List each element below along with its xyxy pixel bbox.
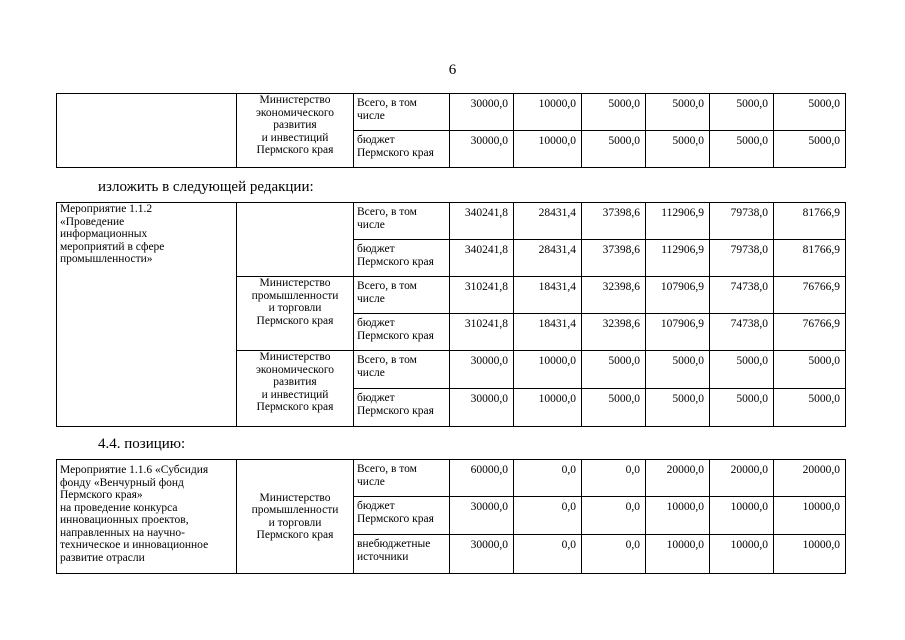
amount-cell: 0,0 [514,460,582,497]
amount-cell: 5000,0 [710,351,774,389]
amount-cell: 340241,8 [450,240,514,277]
amount-cell: 28431,4 [514,203,582,240]
amount-cell: 81766,9 [774,240,846,277]
ministry-line: и инвестиций [261,131,329,144]
amount-cell: 5000,0 [646,94,710,131]
amount-cell: 32398,6 [582,314,646,351]
ministry-line: развития [273,119,317,131]
funding-source-line: бюджет [357,317,395,329]
ministry-line: экономического [255,363,335,376]
funding-source-line: бюджет [357,243,395,255]
table-row [57,203,846,240]
amount-cell: 310241,8 [450,277,514,314]
funding-source-line: числе [357,366,385,379]
ministry-line: Министерство [259,94,331,106]
ministry-line: Пермского края [256,314,334,327]
funding-source-line: бюджет [357,392,395,404]
event-line: мероприятий в сфере [60,240,165,253]
amount-cell: 112906,9 [646,240,710,277]
funding-source-cell [354,497,450,535]
amount-cell: 76766,9 [774,277,846,314]
ministry-cell [237,94,354,168]
amount-cell: 5000,0 [710,94,774,131]
amount-cell: 5000,0 [774,351,846,389]
funding-source-line: внебюджетные [357,538,431,550]
amount-cell: 10000,0 [514,94,582,131]
ministry-line: Министерство [259,351,331,363]
event-cell [57,460,237,574]
ministry-line: Министерство [259,491,331,504]
funding-source-cell [354,535,450,574]
amount-cell: 10000,0 [514,351,582,389]
amount-cell: 20000,0 [646,460,710,497]
amount-cell: 10000,0 [774,535,846,574]
amount-cell: 37398,6 [582,203,646,240]
ministry-line: и торговли [268,516,322,529]
funding-source-cell [354,351,450,389]
event-line: развитие отрасли [60,551,145,564]
funding-source-line: числе [357,292,385,305]
amount-cell: 10000,0 [514,131,582,168]
funding-source-cell [354,240,450,277]
amount-cell: 18431,4 [514,314,582,351]
funding-source-line: Пермского края [357,255,434,268]
amount-cell: 310241,8 [450,314,514,351]
funding-source-line: бюджет [357,134,395,146]
ministry-cell [237,277,354,351]
event-line: инновационных проектов, [60,514,189,526]
amount-cell: 30000,0 [450,535,514,574]
funding-source-cell [354,314,450,351]
amount-cell: 5000,0 [774,94,846,131]
amount-cell: 5000,0 [582,389,646,427]
table-funding-2 [56,202,846,427]
amount-cell: 0,0 [582,535,646,574]
ministry-line: и торговли [268,302,322,314]
funding-source-line: Пермского края [357,146,434,159]
amount-cell: 20000,0 [774,460,846,497]
funding-source-line: Всего, в том [357,206,417,218]
event-cell [57,203,237,427]
amount-cell: 30000,0 [450,497,514,535]
amount-cell: 340241,8 [450,203,514,240]
amount-cell: 81766,9 [774,203,846,240]
ministry-line: Министерство [259,277,331,289]
amount-cell: 10000,0 [774,497,846,535]
amount-cell: 10000,0 [514,389,582,427]
table-funding-1 [56,93,846,168]
event-line: Мероприятие 1.1.6 «Субсидия [60,464,209,476]
table-row [57,460,846,497]
amount-cell: 18431,4 [514,277,582,314]
amount-cell: 0,0 [582,497,646,535]
amount-cell: 112906,9 [646,203,710,240]
amount-cell: 5000,0 [582,94,646,131]
amount-cell: 107906,9 [646,314,710,351]
amount-cell: 76766,9 [774,314,846,351]
amount-cell: 10000,0 [710,535,774,574]
event-line: промышленности» [60,253,153,265]
funding-source-line: Всего, в том [357,354,417,366]
ministry-line: промышленности [251,289,339,302]
funding-source-line: Пермского края [357,329,434,342]
table-funding-3 [56,459,846,574]
funding-source-line: бюджет [357,500,395,512]
ministry-cell [237,460,354,574]
amount-cell: 5000,0 [646,389,710,427]
page-number: 6 [448,62,457,78]
heading-position: 4.4. позицию: [98,436,186,452]
ministry-cell [237,351,354,427]
funding-source-cell [354,131,450,168]
table-row [57,94,846,131]
ministry-line: экономического [255,106,335,119]
amount-cell: 30000,0 [450,94,514,131]
amount-cell: 28431,4 [514,240,582,277]
amount-cell: 74738,0 [710,277,774,314]
funding-source-line: источники [357,550,409,563]
amount-cell: 20000,0 [710,460,774,497]
event-line: фонду «Венчурный фонд [60,476,184,489]
funding-source-cell [354,94,450,131]
funding-source-line: Всего, в том [357,97,417,109]
ministry-cell [237,203,354,277]
amount-cell: 0,0 [582,460,646,497]
ministry-line: и инвестиций [261,388,329,401]
event-line: «Проведение [60,215,125,228]
funding-source-cell [354,277,450,314]
amount-cell: 0,0 [514,535,582,574]
amount-cell: 5000,0 [774,389,846,427]
event-line: техническое и инновационное [60,539,209,551]
ministry-line: развития [273,376,317,388]
funding-source-line: Пермского края [357,512,434,525]
event-line: на проведение конкурса [60,501,178,514]
funding-source-cell [354,203,450,240]
ministry-line: Пермского края [256,144,334,156]
amount-cell: 5000,0 [582,131,646,168]
amount-cell: 5000,0 [582,351,646,389]
amount-cell: 32398,6 [582,277,646,314]
funding-source-line: Всего, в том [357,463,417,475]
amount-cell: 10000,0 [646,497,710,535]
amount-cell: 79738,0 [710,203,774,240]
amount-cell: 5000,0 [710,389,774,427]
amount-cell: 10000,0 [710,497,774,535]
amount-cell: 5000,0 [774,131,846,168]
event-cell [57,94,237,168]
amount-cell: 37398,6 [582,240,646,277]
event-line: Мероприятие 1.1.2 [60,203,153,215]
amount-cell: 5000,0 [646,131,710,168]
amount-cell: 0,0 [514,497,582,535]
amount-cell: 30000,0 [450,351,514,389]
amount-cell: 5000,0 [710,131,774,168]
amount-cell: 10000,0 [646,535,710,574]
ministry-line: Пермского края [256,401,334,413]
funding-source-line: Всего, в том [357,280,417,292]
amount-cell: 5000,0 [646,351,710,389]
amount-cell: 30000,0 [450,131,514,168]
event-line: Пермского края» [60,489,143,501]
funding-source-cell [354,460,450,497]
ministry-line: Пермского края [256,529,334,541]
funding-source-line: Пермского края [357,404,434,417]
funding-source-line: числе [357,109,385,122]
event-line: информационных [60,228,148,240]
amount-cell: 79738,0 [710,240,774,277]
funding-source-line: числе [357,475,385,488]
ministry-line: промышленности [251,504,339,516]
amount-cell: 30000,0 [450,389,514,427]
heading-new-edition: изложить в следующей редакции: [98,179,314,195]
funding-source-line: числе [357,218,385,231]
amount-cell: 107906,9 [646,277,710,314]
funding-source-cell [354,389,450,427]
amount-cell: 60000,0 [450,460,514,497]
event-line: направленных на научно- [60,526,185,539]
amount-cell: 74738,0 [710,314,774,351]
